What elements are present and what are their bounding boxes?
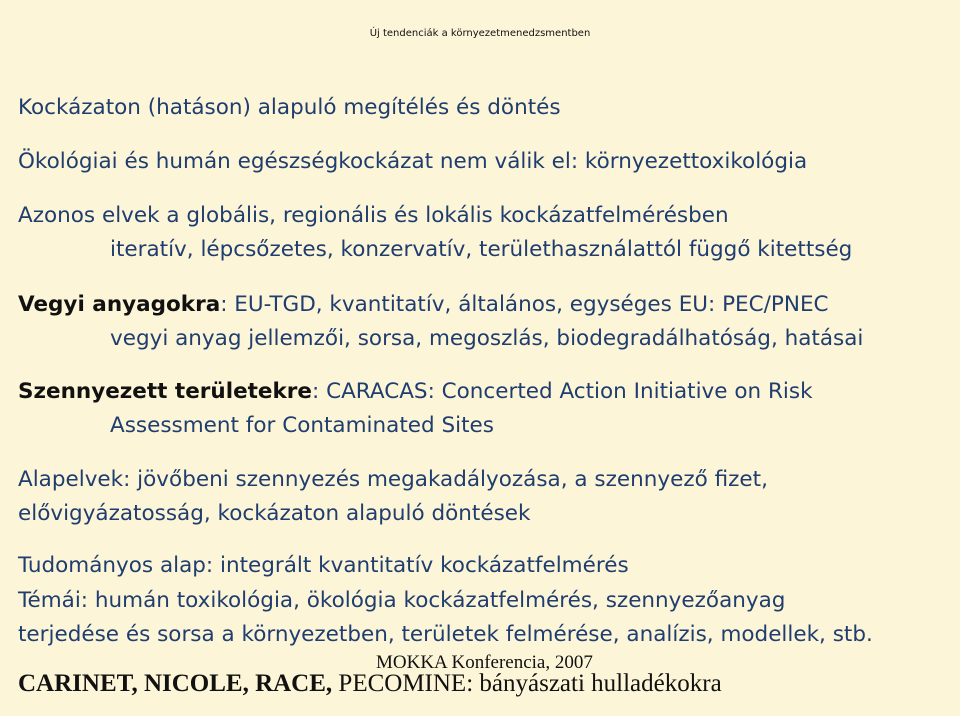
line-chemicals [18, 292, 829, 317]
line-ecotox: Ökológiai és humán egészségkockázat nem válik el: környezettoxikológia [18, 149, 808, 174]
line-topics-cont: terjedése és sorsa a környezetben, területek felmérése, analízis, modellek, stb. [18, 622, 873, 647]
line-caracas-continued: Assessment for Contaminated Sites [110, 413, 494, 438]
contaminated-sites-label: Szennyezett területekre [18, 379, 312, 404]
line-same-principles: Azonos elvek a globális, regionális és lokális kockázatfelmérésben [18, 203, 729, 228]
line-chemical-properties: vegyi anyag jellemzői, sorsa, megoszlás, biodegradálhatóság, hatásai [110, 326, 864, 351]
line-risk-based: Kockázaton (hatáson) alapuló megítélés és döntés [18, 95, 561, 120]
chemicals-label: Vegyi anyagokra [18, 292, 221, 317]
line-contaminated-sites [18, 379, 813, 404]
line-scientific-basis: Tudományos alap: integrált kvantitatív kockázatfelmérés [18, 553, 629, 578]
line-topics: Témái: humán toxikológia, ökológia kockázatfelmérés, szennyezőanyag [18, 588, 786, 613]
line-projects [18, 670, 722, 698]
projects-label: CARINET, NICOLE, RACE, [18, 670, 333, 697]
line-principles: Alapelvek: jövőbeni szennyezés megakadályozása, a szennyező fizet, [18, 467, 768, 492]
line-iterative: iteratív, lépcsőzetes, konzervatív, területhasználattól függő kitettség [110, 237, 853, 262]
footer-conference: MOKKA Konferencia, 2007 [376, 652, 593, 673]
slide-title: Új tendenciák a környezetmenedzsmentben [369, 28, 591, 39]
projects-text: PECOMINE: bányászati hulladékokra [332, 670, 722, 697]
chemicals-text: : EU-TGD, kvantitatív, általános, egységes EU: PEC/PNEC [220, 292, 829, 317]
line-principles-cont: elővigyázatosság, kockázaton alapuló döntések [18, 501, 531, 526]
contaminated-sites-text: : CARACAS: Concerted Action Initiative on Risk [312, 379, 813, 404]
